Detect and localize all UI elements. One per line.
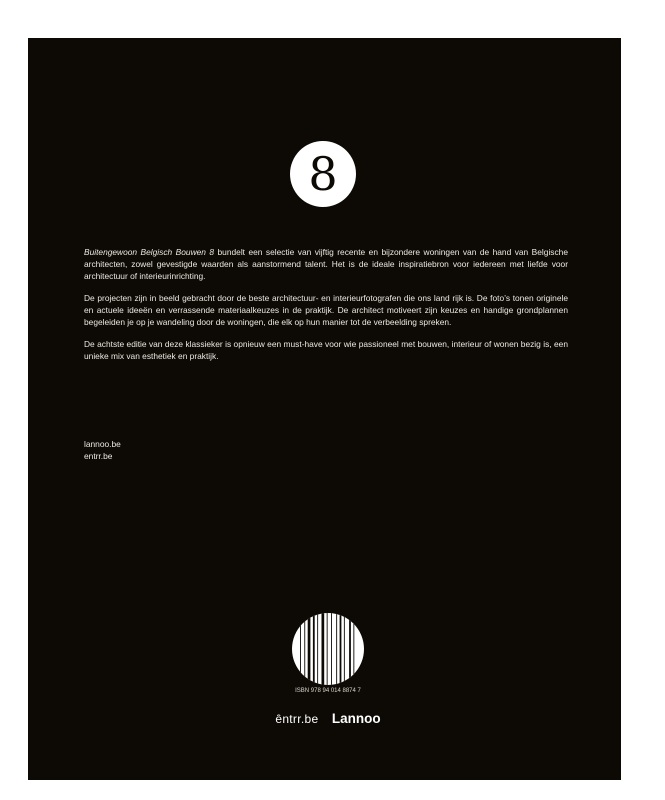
- lannoo-logo: Lannoo: [331, 711, 381, 726]
- blurb-paragraph-3: De achtste editie van deze klassieker is opnieuw een must-have voor wie passioneel met bouwen, interieur of wonen bezig is, een unieke mix van esthetiek en praktijk.: [84, 339, 568, 361]
- link-lannoo[interactable]: lannoo.be: [84, 439, 121, 449]
- blurb-paragraph-2: De projecten zijn in beeld gebracht door de beste architectuur- en interieurfotografen die ons land rijk is. De foto’s tonen originele en actuele ideeën en verrassende materiaalkeuzes in de praktijk. De architect motiveert zijn keuzes en handige grondplannen begeleiden je op je wandeling door de woningen, die elk op hun manier tot de verbeelding spreken.: [84, 293, 568, 327]
- blurb-text: [84, 246, 568, 372]
- blurb-paragraph-1-text: bundelt een selectie van vijftig recente en bijzondere woningen van de hand van Belgische architecten, zowel gevestigde waarden als aanstormend talent. Het is de ideale inspiratiebron voor iedereen met liefde voor architectuur of interieurinrichting.: [84, 247, 568, 281]
- publisher-logos: [228, 710, 428, 728]
- barcode-bar: [344, 613, 345, 685]
- barcode-bar: [322, 613, 325, 685]
- barcode-icon: [292, 613, 364, 685]
- edition-number: 8: [308, 147, 338, 201]
- barcode-bar: [327, 613, 328, 685]
- entrr-logo: ȇntrr.be: [275, 712, 319, 726]
- barcode-bar: [331, 613, 332, 685]
- barcode-bar: [317, 613, 318, 685]
- barcode-bar: [340, 613, 342, 685]
- barcode-bar: [313, 613, 315, 685]
- barcode-bar: [308, 613, 311, 685]
- link-entrr[interactable]: entrr.be: [84, 451, 113, 461]
- barcode-bars: [292, 613, 364, 685]
- barcode-bar: [353, 613, 354, 685]
- barcode-bar: [304, 613, 305, 685]
- back-cover: [28, 38, 621, 780]
- book-title: Buitengewoon Belgisch Bouwen 8: [84, 247, 215, 257]
- publisher-links: [84, 438, 121, 462]
- edition-number-badge: [290, 141, 356, 207]
- barcode-bar: [349, 613, 351, 685]
- isbn-number: ISBN 978 94 014 8874 7: [295, 688, 361, 694]
- barcode-bar: [336, 613, 337, 685]
- blurb-paragraph-1: [84, 246, 568, 282]
- barcode-bar: [300, 613, 301, 685]
